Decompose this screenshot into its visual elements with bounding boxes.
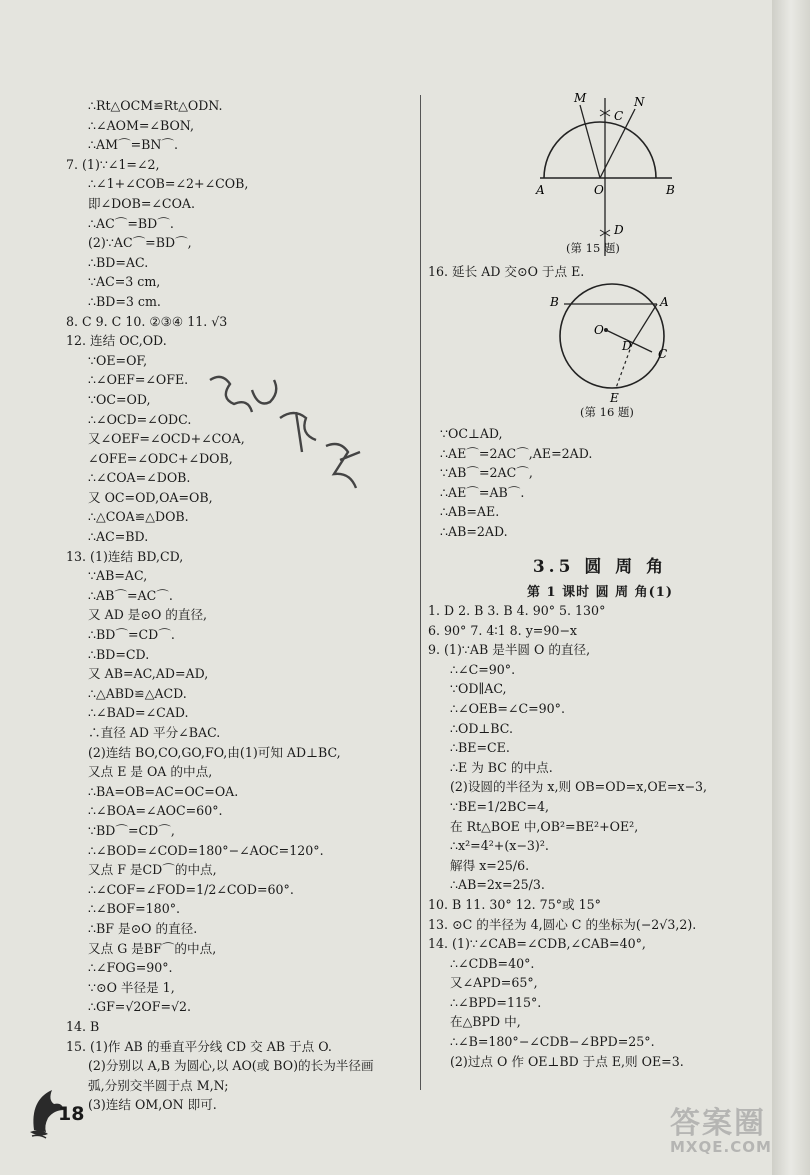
text-line: (2)分别以 A,B 为圆心,以 AO(或 BO)的长为半径画 [88,1058,374,1074]
text-line: (2)过点 O 作 OE⊥BD 于点 E,则 OE=3. [450,1053,684,1069]
label-o16: O [594,323,604,337]
text-line: 又点 E 是 OA 的中点, [88,764,213,780]
figure-16 [540,278,690,408]
text-line: ∴直径 AD 平分∠BAC. [88,725,221,740]
text-line: ∴∠AOM=∠BON, [88,117,195,133]
text-line: 在 Rt△BOE 中,OB²=BE²+OE², [450,818,639,834]
circle-o [560,284,664,388]
label-d16: D [622,339,632,353]
text-line: 又∠APD=65°, [450,975,538,991]
text-line: 13. (1)连结 BD,CD, [66,548,184,564]
text-line: ∠OFE=∠ODC+∠DOB, [88,450,233,466]
text-line: ∴∠BAD=∠CAD. [88,705,189,721]
text-line: ∵OC⊥AD, [440,426,503,441]
text-line: ∴AE⌒=AB⌒. [440,484,525,500]
label-n: N [634,95,645,109]
text-line: ∵OE=OF, [88,352,148,368]
text-line: (2)∵AC⌒=BD⌒, [88,235,192,251]
label-e16: E [610,391,619,405]
label-a16: A [660,295,669,309]
text-line: 13. ⊙C 的半径为 4,圆心 C 的坐标为(−2√3,2). [428,916,697,932]
page-number: 18 [58,1103,85,1125]
text-line: ∵BD⌒=CD⌒, [88,822,175,838]
text-line: ∴AC⌒=BD⌒. [88,215,174,231]
text-line: ∴BD⌒=CD⌒. [88,627,175,643]
handwritten-note [200,360,390,510]
label-b: B [666,183,675,197]
text-line: ∴∠BOF=180°. [88,901,181,917]
text-line: 又 AB=AC,AD=AD, [88,666,209,682]
text-line: ∴∠BPD=115°. [450,994,542,1010]
text-line: ∴AB=2AD. [440,523,508,539]
right-top-lines [440,424,592,542]
watermark-title: 答案圈 [670,1106,766,1141]
q16-line: 16. 延长 AD 交⊙O 于点 E. [428,264,585,279]
text-line: ∵OC=OD, [88,391,151,407]
right-bottom-lines [428,601,707,1071]
text-line: ∴∠FOG=90°. [88,960,173,976]
text-line: 弧,分别交半圆于点 M,N; [88,1077,229,1093]
text-line: ∴x²=4²+(x−3)². [450,838,549,854]
lesson-subtitle: 第 1 课时 圆 周 角(1) [526,585,674,600]
text-line: ∵AC=3 cm, [88,274,161,290]
left-column [66,96,411,1115]
text-line: ∴BD=AC. [88,254,149,270]
text-line: ∵AB⌒=2AC⌒, [440,465,533,481]
text-line: ∴BA=OB=AC=OC=OA. [88,783,239,799]
label-o: O [594,183,604,197]
label-a: A [536,183,545,197]
text-line: (2)连结 BO,CO,GO,FO,由(1)可知 AD⊥BC, [88,744,341,760]
text-line: 又点 G 是BF⌒的中点, [88,940,217,956]
text-line: (2)设圆的半径为 x,则 OB=OD=x,OE=x−3, [450,779,708,795]
text-line: 14. (1)∵∠CAB=∠CDB,∠CAB=40°, [428,936,646,952]
text-line: 6. 90° 7. 4∶1 8. y=90−x [428,622,578,638]
text-line: 解得 x=25/6. [450,857,530,873]
text-line: ∴∠OEB=∠C=90°. [450,700,565,716]
text-line: (3)连结 OM,ON 即可. [88,1097,217,1113]
text-line: ∴BD=CD. [88,646,150,662]
text-line: ∴OD⊥BC. [450,720,513,736]
text-line: 又点 F 是CD⌒的中点, [88,862,217,878]
text-line: ∴AB=2x=25/3. [450,877,545,893]
text-line: ∴∠B=180°−∠CDB−∠BPD=25°. [450,1034,655,1050]
text-line: ∴AC=BD. [88,529,149,545]
text-line: ∴∠C=90°. [450,661,516,677]
text-line: ∴∠BOA=∠AOC=60°. [88,803,223,819]
text-line: ∵OD∥AC, [450,681,507,697]
text-line: 又∠OEF=∠OCD+∠COA, [88,431,245,447]
text-line: ∴BF 是⊙O 的直径. [88,920,198,936]
text-line: 又 OC=OD,OA=OB, [88,489,213,505]
text-line: ∴∠1+∠COB=∠2+∠COB, [88,176,249,192]
label-c16: C [658,347,668,361]
chord-ad [632,304,657,344]
radius-om [580,105,600,178]
figure-15 [530,88,690,263]
figure-16-caption: (第 16 题) [580,405,634,419]
figure-15-caption: (第 15 题) [566,241,620,255]
text-line: 8. C 9. C 10. ②③④ 11. √3 [66,313,228,329]
section-title: 3.5 圆 周 角 [532,557,668,577]
text-line: 15. (1)作 AB 的垂直平分线 CD 交 AB 于点 O. [66,1038,332,1054]
label-d: D [614,223,624,237]
text-line: ∵BE=1/2BC=4, [450,798,549,814]
text-line: ∴∠OCD=∠ODC. [88,411,192,427]
text-line: ∴AB⌒=AC⌒. [88,587,173,603]
text-line: ∴∠COF=∠FOD=1/2∠COD=60°. [88,881,294,897]
text-line: 10. B 11. 30° 12. 75°或 15° [428,896,601,912]
label-m: M [574,91,587,105]
text-line: 14. B [66,1018,100,1034]
label-b16: B [550,295,559,309]
text-line: ∵⊙O 半径是 1, [88,979,175,995]
text-line: ∴AE⌒=2AC⌒,AE=2AD. [440,445,593,461]
text-line: ∴∠CDB=40°. [450,955,535,971]
column-divider [420,95,421,1090]
text-line: ∴∠COA=∠DOB. [88,470,191,486]
text-line: 又 AD 是⊙O 的直径, [88,607,208,623]
text-line: 1. D 2. B 3. B 4. 90° 5. 130° [428,603,606,618]
watermark [670,1098,800,1168]
text-line: ∴GF=√2OF=√2. [88,999,192,1015]
text-line: ∴△COA≌△DOB. [88,509,189,525]
semicircle-arc [544,122,656,178]
page-edge [772,0,810,1175]
text-line: 在△BPD 中, [450,1014,521,1030]
text-line: ∴∠BOD=∠COD=180°−∠AOC=120°. [88,842,324,858]
label-c: C [614,109,624,123]
text-line: ∴△ABD≌△ACD. [88,685,187,701]
text-line: ∴Rt△OCM≌Rt△ODN. [88,98,223,113]
text-line: 9. (1)∵AB 是半圆 O 的直径, [428,642,591,658]
text-line: ∴AM⌒=BN⌒. [88,137,179,153]
text-line: 7. (1)∵∠1=∠2, [66,156,160,172]
text-line: ∴∠OEF=∠OFE. [88,372,189,388]
text-line: ∴AB=AE. [440,504,500,520]
watermark-url: MXQE.COM [670,1138,772,1156]
text-line: ∵AB=AC, [88,568,148,584]
text-line: ∴BD=3 cm. [88,293,161,309]
text-line: 即∠DOB=∠COA. [88,195,195,211]
text-line: ∴E 为 BC 的中点. [450,759,553,775]
text-line: 12. 连结 OC,OD. [66,333,167,349]
text-line: ∴BE=CE. [450,740,510,756]
